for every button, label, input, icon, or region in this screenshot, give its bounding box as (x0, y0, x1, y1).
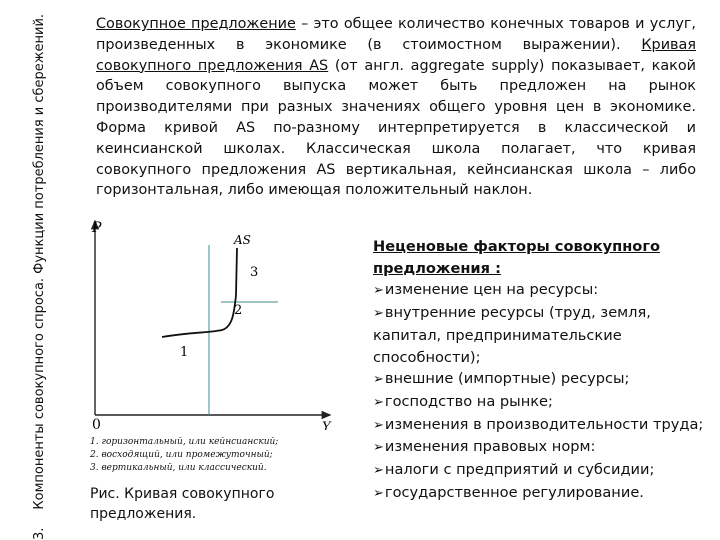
factor-item: ➢ внутренние ресурсы (труд, земля, капитал, предпринимательские способности); (373, 302, 718, 368)
segment-label-3: 3 (250, 265, 259, 280)
figure-caption: Рис. Кривая совокупного предложения. (90, 486, 275, 522)
origin-label: 0 (92, 417, 101, 430)
sidebar (0, 0, 80, 540)
factor-item: ➢ изменения правовых норм: (373, 436, 718, 459)
as-curve (162, 248, 237, 337)
factor-item: ➢ государственное регулирование. (373, 482, 718, 505)
as-curve-chart (82, 215, 340, 430)
sidebar-title (32, 0, 48, 540)
factors-heading: Неценовые факторы совокупного предложения : (373, 238, 660, 277)
curve-label-as: AS (234, 233, 251, 247)
nonprice-factors (373, 236, 718, 504)
as-curve-definition: (от англ. aggregate supply) показывает, какой объем совокупного выпуска может быть предложен на рынок производителями при разных значениях общего уровня цен в экономике. Форма кривой AS по-разному интерпретируется в классической и кеинсианской школах. Классическая школа полагает, что кривая совокупного предложения AS вертикальная, кейнсианская школа – либо горизонтальная, либо имеющая положительный наклон. (96, 57, 696, 199)
segment-label-2: 2 (234, 303, 243, 318)
factor-item: ➢ изменения в производительности труда; (373, 414, 718, 437)
sidebar-text: Компоненты совокупного спроса. Функции потребления и сбережений. (32, 13, 47, 510)
factor-item: ➢ изменение цен на ресурсы: (373, 279, 718, 302)
x-axis-label: Y (322, 420, 331, 430)
sidebar-number: 3. (32, 527, 47, 540)
segment-label-1: 1 (180, 345, 189, 360)
term-definition: – это общее количество конечных товаров и услуг, произведенных в экономике (в стоимостном выражении). (96, 16, 696, 53)
factor-item: ➢ налоги с предприятий и субсидии; (373, 459, 718, 482)
definition-paragraph (96, 14, 696, 201)
legend-item: 2. восходящий, или промежуточный; (90, 450, 273, 460)
factor-item: ➢ внешние (импортные) ресурсы; (373, 368, 718, 391)
term-as-curve: Кривая совокупного предложения AS (96, 36, 697, 74)
term-aggregate-supply: Совокупное предложение (96, 16, 296, 32)
y-axis-label: P (92, 220, 102, 236)
legend-item: 3. вертикальный, или классический. (90, 463, 267, 473)
legend-item: 1. горизонтальный, или кейнсианский; (90, 437, 279, 447)
factor-item: ➢ господство на рынке; (373, 391, 718, 414)
chart-legend (90, 436, 320, 475)
